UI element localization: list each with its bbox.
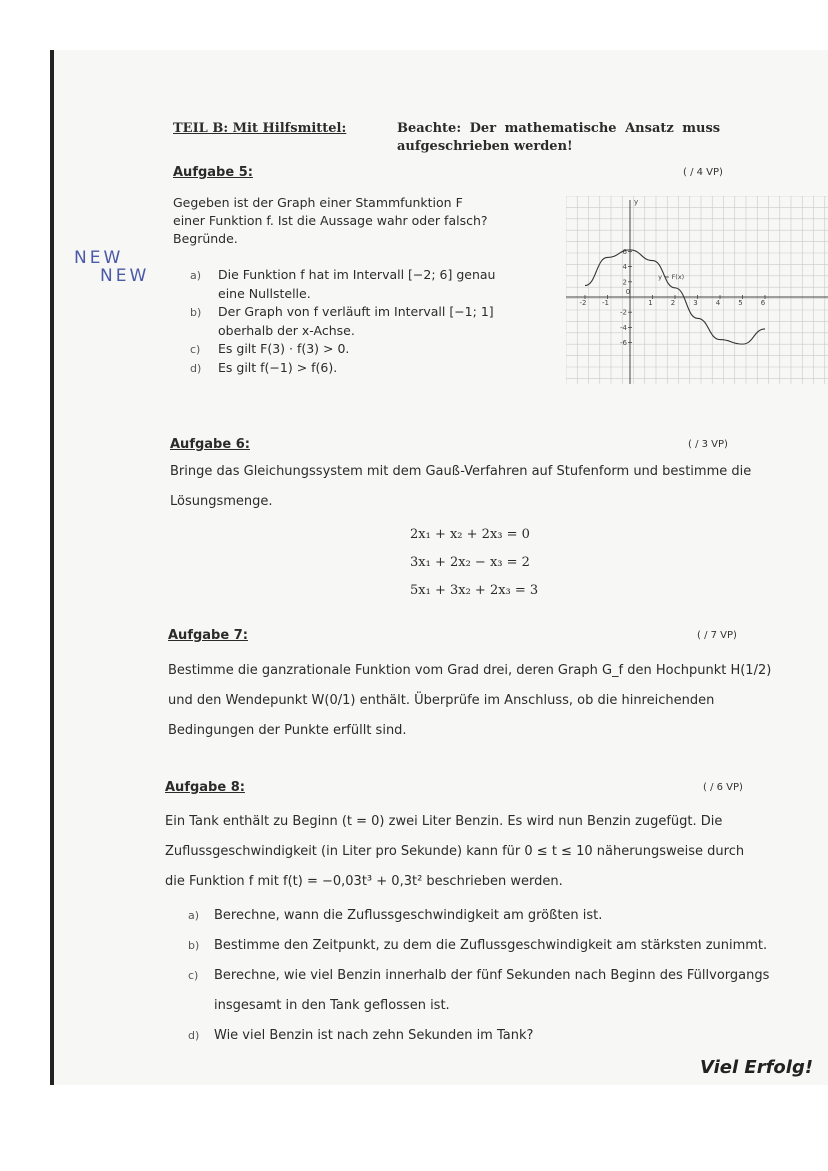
task7-points: ( / 7 VP) <box>697 630 737 641</box>
equation-system <box>410 521 538 605</box>
footer-text: Viel Erfolg! <box>700 1057 814 1078</box>
x-tick-label: 2 <box>670 299 676 307</box>
task8-line: Zuflussgeschwindigkeit (in Liter pro Sekunde) kann für 0 ≤ t ≤ 10 näherungsweise durch <box>165 844 745 859</box>
task7-line: Bedingungen der Punkte erfüllt sind. <box>168 723 407 738</box>
task7-line: und den Wendepunkt W(0/1) enthält. Überprüfe im Anschluss, ob die hinreichenden <box>168 693 715 708</box>
equation-1: 2x₁ + x₂ + 2x₃ = 0 <box>410 527 530 542</box>
task8-points: ( / 6 VP) <box>703 782 743 793</box>
task8-item-c: c) Berechne, wie viel Benzin innerhalb der fünf Sekunden nach Beginn des Füllvorgangs <box>188 968 770 983</box>
task8-line: Ein Tank enthält zu Beginn (t = 0) zwei Liter Benzin. Es wird nun Benzin zugefügt. Die <box>165 814 723 829</box>
task5-item-a: a) Die Funktion f hat im Intervall [−2; 6] genau <box>190 267 496 282</box>
x-tick-label: 3 <box>693 299 698 307</box>
task6-text-cont: Lösungsmenge. <box>170 494 273 509</box>
handwritten-note: NEW <box>74 248 124 268</box>
task5-item-b-cont: oberhalb der x-Achse. <box>218 323 355 338</box>
task8-item-d: d) Wie viel Benzin ist nach zehn Sekunden im Tank? <box>188 1028 534 1043</box>
task5-item-d: d) Es gilt f(−1) > f(6). <box>190 360 338 375</box>
task6-text: Bringe das Gleichungssystem mit dem Gauß-Verfahren auf Stufenform und bestimme die <box>170 464 752 479</box>
task8-items <box>188 901 769 1051</box>
y-tick-label: 4 <box>622 263 627 272</box>
task8-item-b: b) Bestimme den Zeitpunkt, zu dem die Zuflussgeschwindigkeit am stärksten zunimmt. <box>188 938 768 953</box>
task8-item-c-cont: insgesamt in den Tank geflossen ist. <box>214 998 450 1013</box>
task5-intro-line: Begründe. <box>173 231 238 246</box>
equation-2: 3x₁ + 2x₂ − x₃ = 2 <box>410 555 530 570</box>
x-tick-label: -1 <box>602 299 609 307</box>
equation-3: 5x₁ + 3x₂ + 2x₃ = 3 <box>410 583 539 598</box>
part-heading: TEIL B: Mit Hilfsmittel: <box>173 121 347 136</box>
task5-item-b: b) Der Graph von f verläuft im Intervall [−1; 1] <box>190 304 494 319</box>
stammfunktion-graph <box>566 196 828 384</box>
task5-items <box>190 266 495 378</box>
y-tick-label: -2 <box>620 308 627 317</box>
handwritten-note: NEW <box>100 266 150 286</box>
x-tick-label: 4 <box>715 299 721 307</box>
x-tick-label: 0 <box>625 288 631 296</box>
task5-item-c: c) Es gilt F(3) · f(3) > 0. <box>190 341 350 356</box>
task7-title: Aufgabe 7: <box>168 628 248 643</box>
x-tick-label: 5 <box>738 299 743 307</box>
task5-item-a-cont: eine Nullstelle. <box>218 286 311 301</box>
y-tick-label: -4 <box>620 323 627 332</box>
y-tick-label: 6 <box>622 247 627 256</box>
note-line-2: aufgeschrieben werden! <box>397 139 573 154</box>
x-tick-label: 6 <box>760 299 766 307</box>
task8-line: die Funktion f mit f(t) = −0,03t³ + 0,3t² beschrieben werden. <box>165 874 563 889</box>
y-tick-label: -6 <box>620 339 627 348</box>
task5-intro-line: Gegeben ist der Graph einer Stammfunktion F <box>173 195 463 210</box>
task8-title: Aufgabe 8: <box>165 780 245 795</box>
task8-text <box>165 807 744 897</box>
task8-item-a: a) Berechne, wann die Zuflussgeschwindigkeit am größten ist. <box>188 908 603 923</box>
note-line-1: Beachte: Der mathematische Ansatz muss <box>397 121 721 136</box>
task7-text <box>168 656 771 746</box>
task6-title: Aufgabe 6: <box>170 437 250 452</box>
task5-intro <box>173 194 488 248</box>
y-axis-label: y <box>634 198 639 206</box>
task5-intro-line: einer Funktion f. Ist die Aussage wahr oder falsch? <box>173 213 488 228</box>
task7-line: Bestimme die ganzrationale Funktion vom Grad drei, deren Graph G_f den Hochpunkt H(1/2) <box>168 663 772 678</box>
x-tick-label: 1 <box>648 299 653 307</box>
y-tick-label: 2 <box>622 278 627 287</box>
curve-label: y = F(x) <box>658 272 685 281</box>
x-tick-label: -2 <box>579 299 587 307</box>
task5-title: Aufgabe 5: <box>173 165 253 180</box>
task5-points: ( / 4 VP) <box>683 167 723 178</box>
task6-points: ( / 3 VP) <box>688 439 728 450</box>
